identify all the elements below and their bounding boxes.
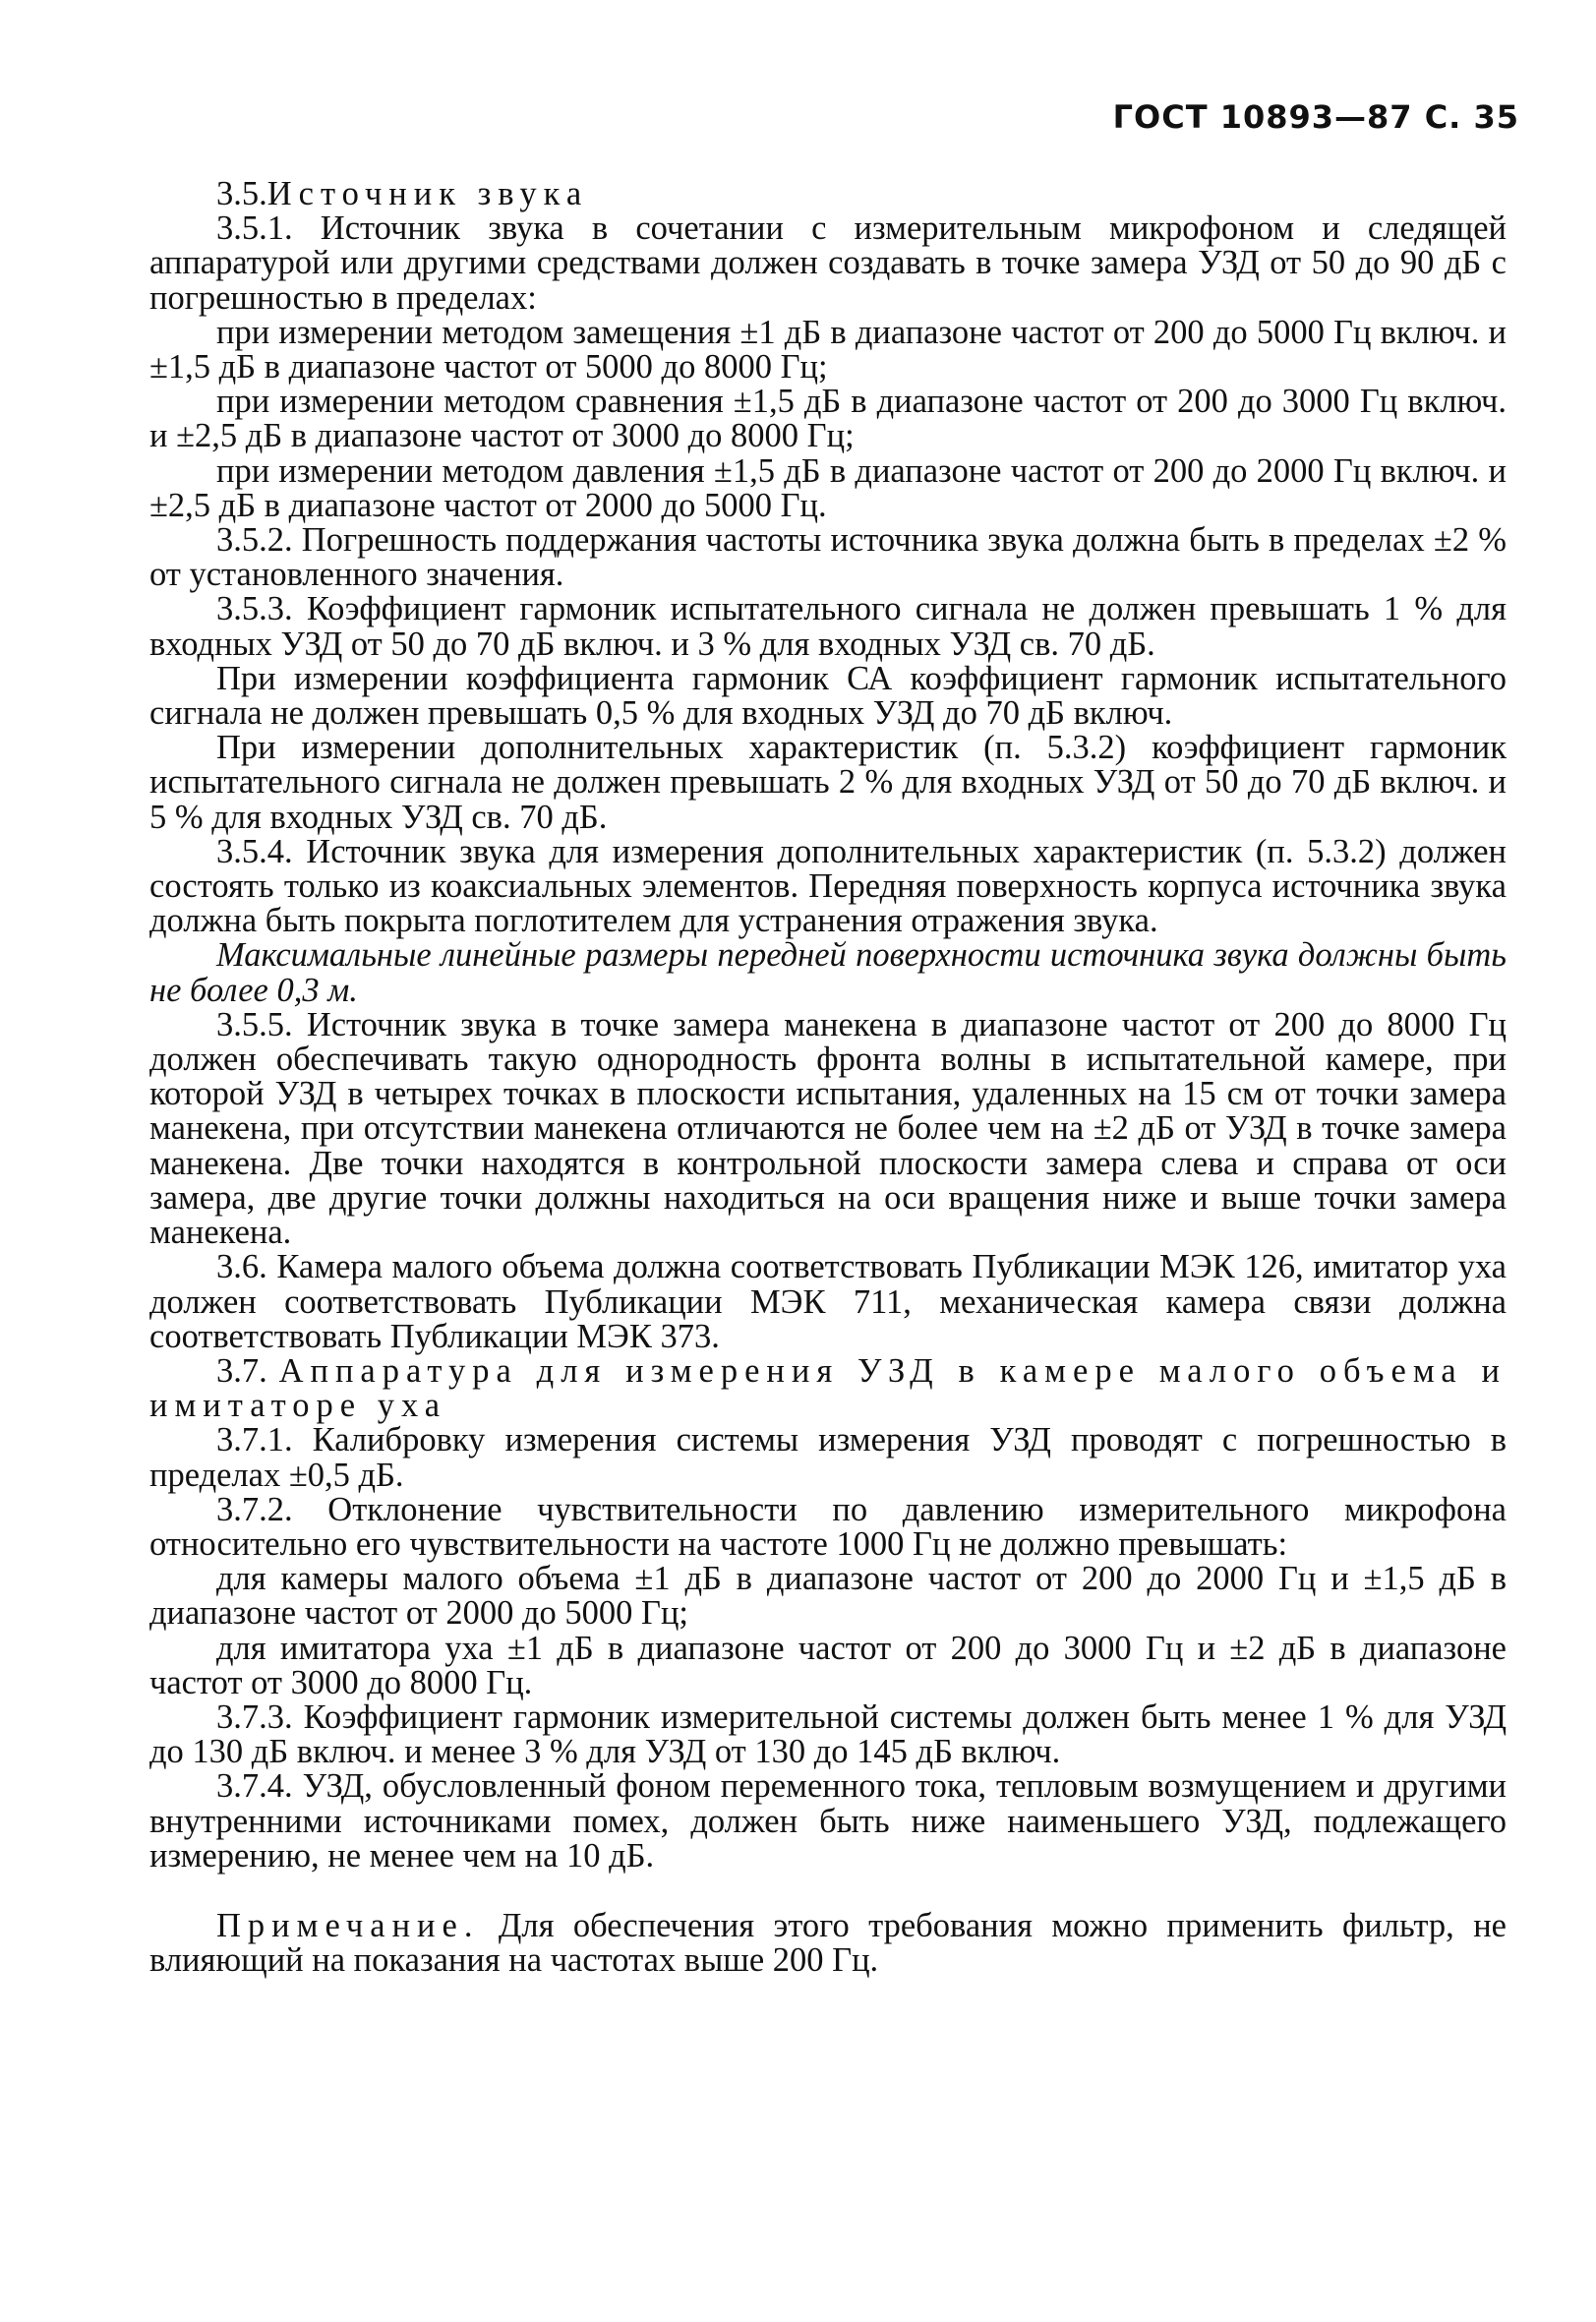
- paragraph-3-7-4: 3.7.4. УЗД, обусловленный фоном переменного тока, тепловым возмущением и другими внутренними источниками помех, должен быть ниже наименьшего УЗД, подлежащего измерению, не менее чем на 10 дБ.: [149, 1767, 1507, 1875]
- paragraph-3-5-2: 3.5.2. Погрешность поддержания частоты источника звука должна быть в пределах ±2 % от установленного значения.: [149, 521, 1507, 594]
- paragraph-3-7-2-ear-simulator: для имитатора уха ±1 дБ в диапазоне частот от 200 до 3000 Гц и ±2 дБ в диапазоне частот от 3000 до 8000 Гц.: [149, 1629, 1507, 1701]
- paragraph-3-5-5: 3.5.5. Источник звука в точке замера манекена в диапазоне частот от 200 до 8000 Гц должен обеспечивать такую однородность фронта волны в испытательной камере, при которой УЗД в четырех точках в плоскости испытания, удаленных на 15 см от точки замера манекена, при отсутствии манекена отличаются не более чем на ±2 дБ от УЗД в точке замера манекена. Две точки находятся в контрольной плоскости замера слева и справа от оси замера, две другие точки должны находиться на оси вращения ниже и выше точки замера манекена.: [149, 1005, 1507, 1252]
- paragraph-3-5-1-comparison: при измерении методом сравнения ±1,5 дБ в диапазоне частот от 200 до 3000 Гц включ. и ±2,5 дБ в диапазоне частот от 3000 до 8000 Гц;: [149, 383, 1507, 455]
- paragraph-3-6: 3.6. Камера малого объема должна соответствовать Публикации МЭК 126, имитатор уха должен соответствовать Публикации МЭК 711, механическая камера связи должна соответствовать Публикации МЭК 373.: [149, 1248, 1507, 1355]
- page-header: ГОСТ 10893—87 С. 35: [1112, 98, 1519, 136]
- note-label: Примечание.: [216, 1906, 480, 1944]
- paragraph-3-5-3-additional: При измерении дополнительных характеристик (п. 5.3.2) коэффициент гармоник испытательного сигнала не должен превышать 2 % для входных УЗД от 50 до 70 дБ включ. и 5 % для входных УЗД св. 70 дБ.: [149, 729, 1507, 836]
- paragraph-3-5-4-dimensions: Максимальные линейные размеры передней поверхности источника звука должны быть не более 0,3 м.: [149, 936, 1507, 1009]
- paragraph-3-7-1: 3.7.1. Калибровку измерения системы измерения УЗД проводят с погрешностью в пределах ±0,5 дБ.: [149, 1421, 1507, 1494]
- section-heading-3-7: 3.7. Аппаратура для измерения УЗД в камере малого объема и имитаторе уха: [149, 1351, 1507, 1425]
- paragraph-3-5-1-replacement: при измерении методом замещения ±1 дБ в диапазоне частот от 200 до 5000 Гц включ. и ±1,5 дБ в диапазоне частот от 5000 до 8000 Гц;: [149, 313, 1507, 387]
- note-paragraph: [149, 1906, 1507, 1980]
- paragraph-3-7-3: 3.7.3. Коэффициент гармоник измерительной системы должен быть менее 1 % для УЗД до 130 дБ включ. и менее 3 % для УЗД от 130 до 145 дБ включ.: [149, 1697, 1507, 1771]
- paragraph-3-5-3: 3.5.3. Коэффициент гармоник испытательного сигнала не должен превышать 1 % для входных УЗД от 50 до 70 дБ включ. и 3 % для входных УЗД св. 70 дБ.: [149, 590, 1507, 663]
- note-text: Для обеспечения этого требования можно применить фильтр, не влияющий на показания на частотах выше 200 Гц.: [149, 1906, 1507, 1980]
- document-body: [149, 177, 1507, 1978]
- section-heading-3-5: 3.5.Источник звука: [216, 175, 589, 212]
- paragraph-3-7-2: 3.7.2. Отклонение чувствительности по давлению измерительного микрофона относительно его чувствительности на частоте 1000 Гц не должно превышать:: [149, 1490, 1507, 1563]
- paragraph-3-5-4: 3.5.4. Источник звука для измерения дополнительных характеристик (п. 5.3.2) должен состоять только из коаксиальных элементов. Передняя поверхность корпуса источника звука должна быть покрыта поглотителем для устранения отражения звука.: [149, 832, 1507, 940]
- paragraph-3-5-3-harmonics: При измерении коэффициента гармоник СА коэффициент гармоник испытательного сигнала не должен превышать 0,5 % для входных УЗД до 70 дБ включ.: [149, 659, 1507, 733]
- paragraph-3-5-1: 3.5.1. Источник звука в сочетании с измерительным микрофоном и следящей аппаратурой или другими средствами должен создавать в точке замера УЗД от 50 до 90 дБ с погрешностью в пределах:: [149, 209, 1507, 317]
- paragraph-3-5-1-pressure: при измерении методом давления ±1,5 дБ в диапазоне частот от 200 до 2000 Гц включ. и ±2,5 дБ в диапазоне частот от 2000 до 5000 Гц.: [149, 451, 1507, 524]
- paragraph-3-7-2-chamber: для камеры малого объема ±1 дБ в диапазоне частот от 200 до 2000 Гц и ±1,5 дБ в диапазоне частот от 2000 до 5000 Гц;: [149, 1560, 1507, 1633]
